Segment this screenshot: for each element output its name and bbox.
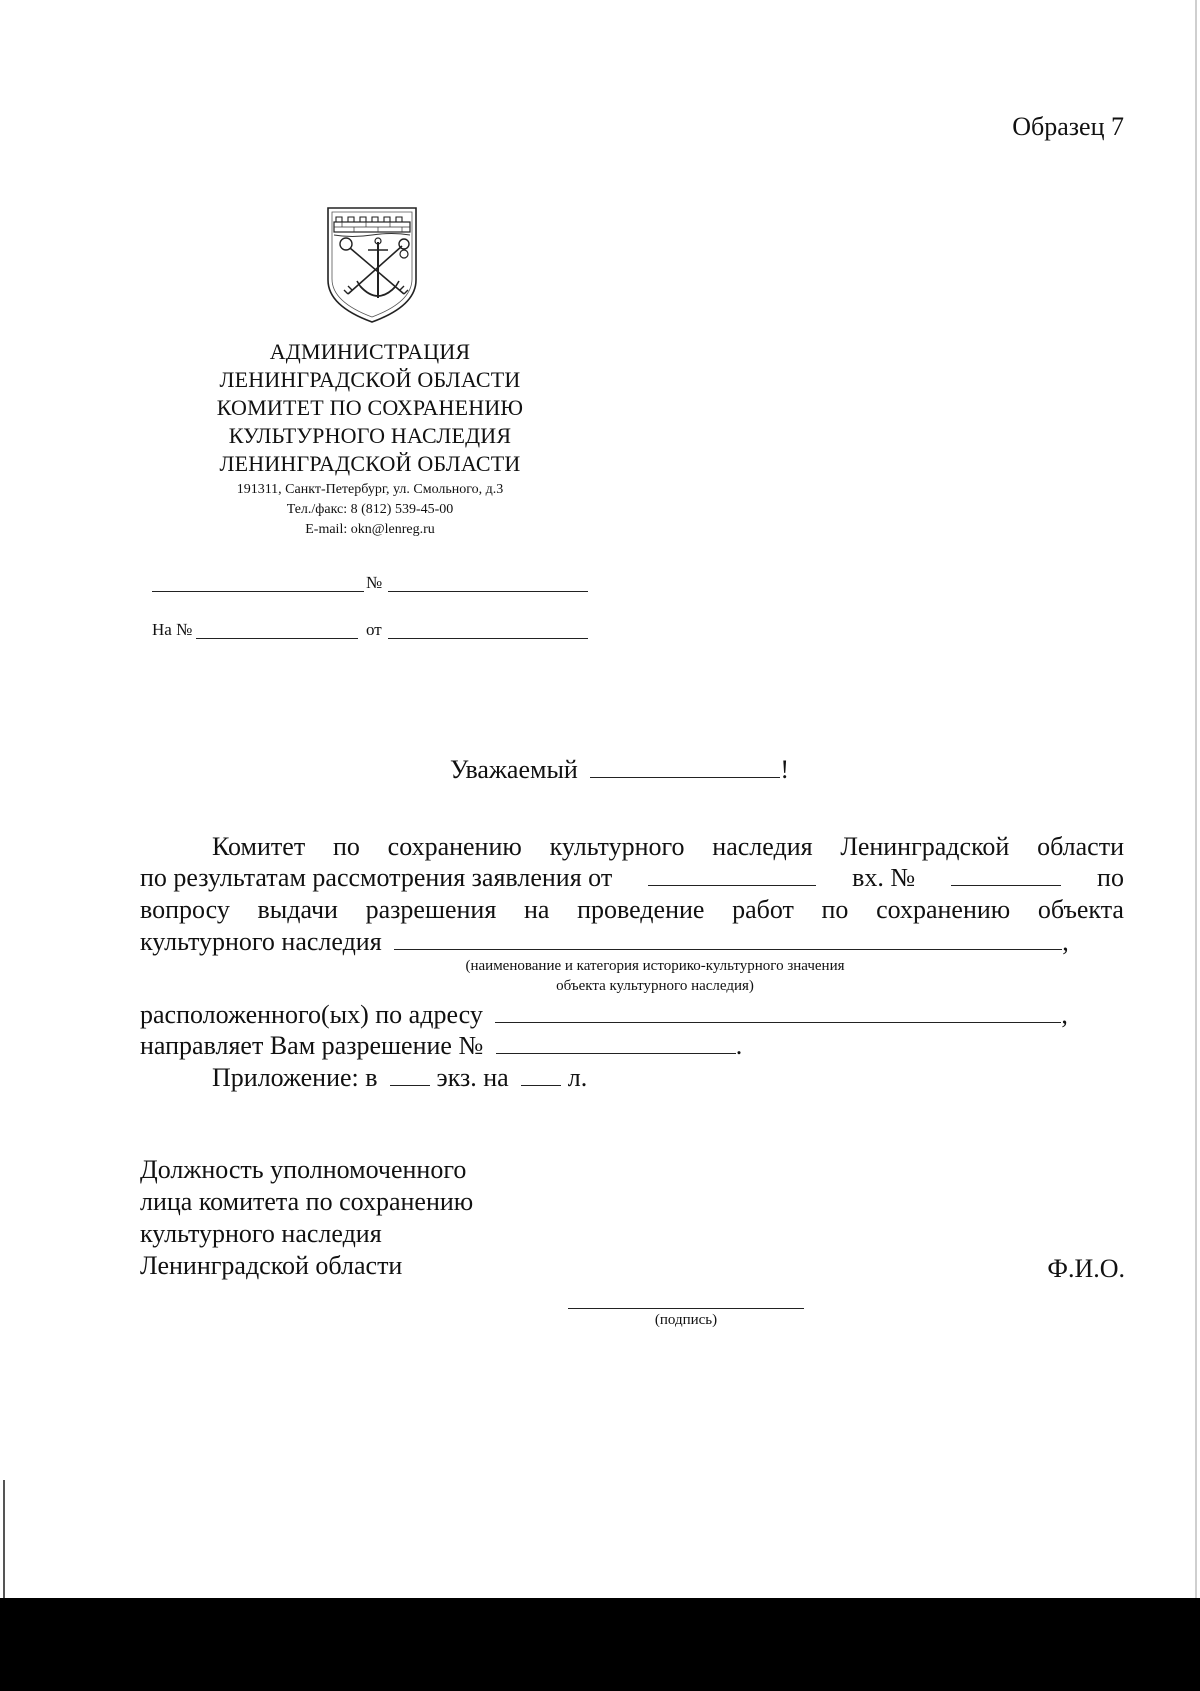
- body-word: культурного: [549, 832, 685, 861]
- body-text: направляет Вам разрешение №: [140, 1031, 484, 1060]
- org-address: 191311, Санкт-Петербург, ул. Смольного, д.3: [236, 482, 504, 497]
- header-line: АДМИНИСТРАЦИЯ: [269, 339, 471, 364]
- body-line-6: [140, 1031, 742, 1061]
- sheets-blank[interactable]: [521, 1063, 561, 1086]
- body-text: по: [1097, 863, 1124, 892]
- body-word: на: [523, 895, 550, 924]
- body-line-2: [140, 863, 1124, 893]
- header-line: КУЛЬТУРНОГО НАСЛЕДИЯ: [228, 423, 512, 448]
- addressee-blank[interactable]: [590, 755, 780, 778]
- body-word: разрешения: [365, 895, 497, 924]
- body-word: проведение: [577, 895, 705, 924]
- number-blank[interactable]: [388, 591, 588, 592]
- heritage-object-blank[interactable]: [394, 927, 1062, 950]
- body-text: ,: [1062, 927, 1069, 956]
- signer-position: [140, 1154, 473, 1282]
- application-date-blank[interactable]: [648, 863, 816, 886]
- body-text: .: [735, 1031, 743, 1060]
- scan-border-bar: [0, 1598, 1200, 1691]
- body-text: ,: [1061, 1000, 1068, 1029]
- caption-line: (наименование и категория историко-культурного значения: [465, 958, 845, 974]
- reply-prefix: На №: [152, 620, 193, 639]
- body-word: наследия: [712, 832, 813, 861]
- org-email: E-mail: okn@lenreg.ru: [305, 522, 435, 537]
- body-line-3: [140, 895, 1124, 925]
- body-word: по: [821, 895, 849, 924]
- body-word: по: [332, 832, 360, 861]
- from-label: от: [366, 620, 382, 639]
- header-line: ЛЕНИНГРАДСКОЙ ОБЛАСТИ: [219, 367, 521, 392]
- signer-line: культурного наследия: [140, 1219, 382, 1248]
- signer-line: лица комитета по сохранению: [140, 1187, 474, 1216]
- body-word: Ленинградской: [840, 832, 1010, 861]
- header-line: КОМИТЕТ ПО СОХРАНЕНИЮ: [216, 395, 524, 420]
- body-word: выдачи: [257, 895, 338, 924]
- greeting: [450, 755, 789, 785]
- body-line-5: [140, 1000, 1068, 1030]
- attachment-prefix: Приложение: в: [212, 1063, 378, 1092]
- reply-date-blank[interactable]: [388, 638, 588, 639]
- body-word: сохранению: [876, 895, 1011, 924]
- signature-blank[interactable]: [568, 1308, 804, 1309]
- body-word: объекта: [1037, 895, 1124, 924]
- body-text: по результатам рассмотрения заявления от: [140, 863, 613, 892]
- attachment-middle: экз. на: [436, 1063, 509, 1092]
- greeting-text: Уважаемый: [450, 755, 578, 784]
- attachment-suffix: л.: [567, 1063, 588, 1092]
- signer-fio: Ф.И.О.: [1047, 1254, 1125, 1283]
- scan-edge-line: [3, 1480, 5, 1598]
- outgoing-number-row: [152, 570, 588, 596]
- reply-number-row: [152, 617, 588, 643]
- caption-line: объекта культурного наследия): [556, 978, 754, 994]
- header-line: ЛЕНИНГРАДСКОЙ ОБЛАСТИ: [219, 451, 521, 476]
- reply-number-blank[interactable]: [196, 638, 358, 639]
- permit-number-blank[interactable]: [496, 1031, 736, 1054]
- attachment-line: [212, 1063, 587, 1093]
- body-word: работ: [732, 895, 794, 924]
- body-line-4: [140, 927, 1069, 957]
- greeting-end: !: [780, 755, 790, 784]
- body-line-1: [212, 832, 1124, 862]
- incoming-number-blank[interactable]: [951, 863, 1061, 886]
- body-word: вопросу: [140, 895, 230, 924]
- organization-header: [190, 338, 550, 540]
- body-text: вх. №: [852, 863, 916, 892]
- body-word: области: [1037, 832, 1124, 861]
- signer-line: Должность уполномоченного: [140, 1155, 467, 1184]
- body-text: расположенного(ых) по адресу: [140, 1000, 483, 1029]
- copies-blank[interactable]: [390, 1063, 430, 1086]
- body-text: культурного наследия: [140, 927, 382, 956]
- org-phone: Тел./факс: 8 (812) 539-45-00: [286, 502, 454, 517]
- heritage-object-caption: [400, 956, 910, 996]
- address-blank[interactable]: [495, 1000, 1061, 1023]
- sample-label: Образец 7: [1012, 112, 1124, 141]
- coat-of-arms-emblem: [322, 202, 422, 326]
- body-word: Комитет: [212, 832, 306, 861]
- scan-edge-line: [1195, 0, 1197, 1598]
- date-blank[interactable]: [152, 591, 364, 592]
- signature-caption: (подпись): [654, 1312, 718, 1328]
- signer-line: Ленинградской области: [140, 1251, 403, 1280]
- body-word: сохранению: [387, 832, 522, 861]
- number-sign: №: [366, 573, 383, 592]
